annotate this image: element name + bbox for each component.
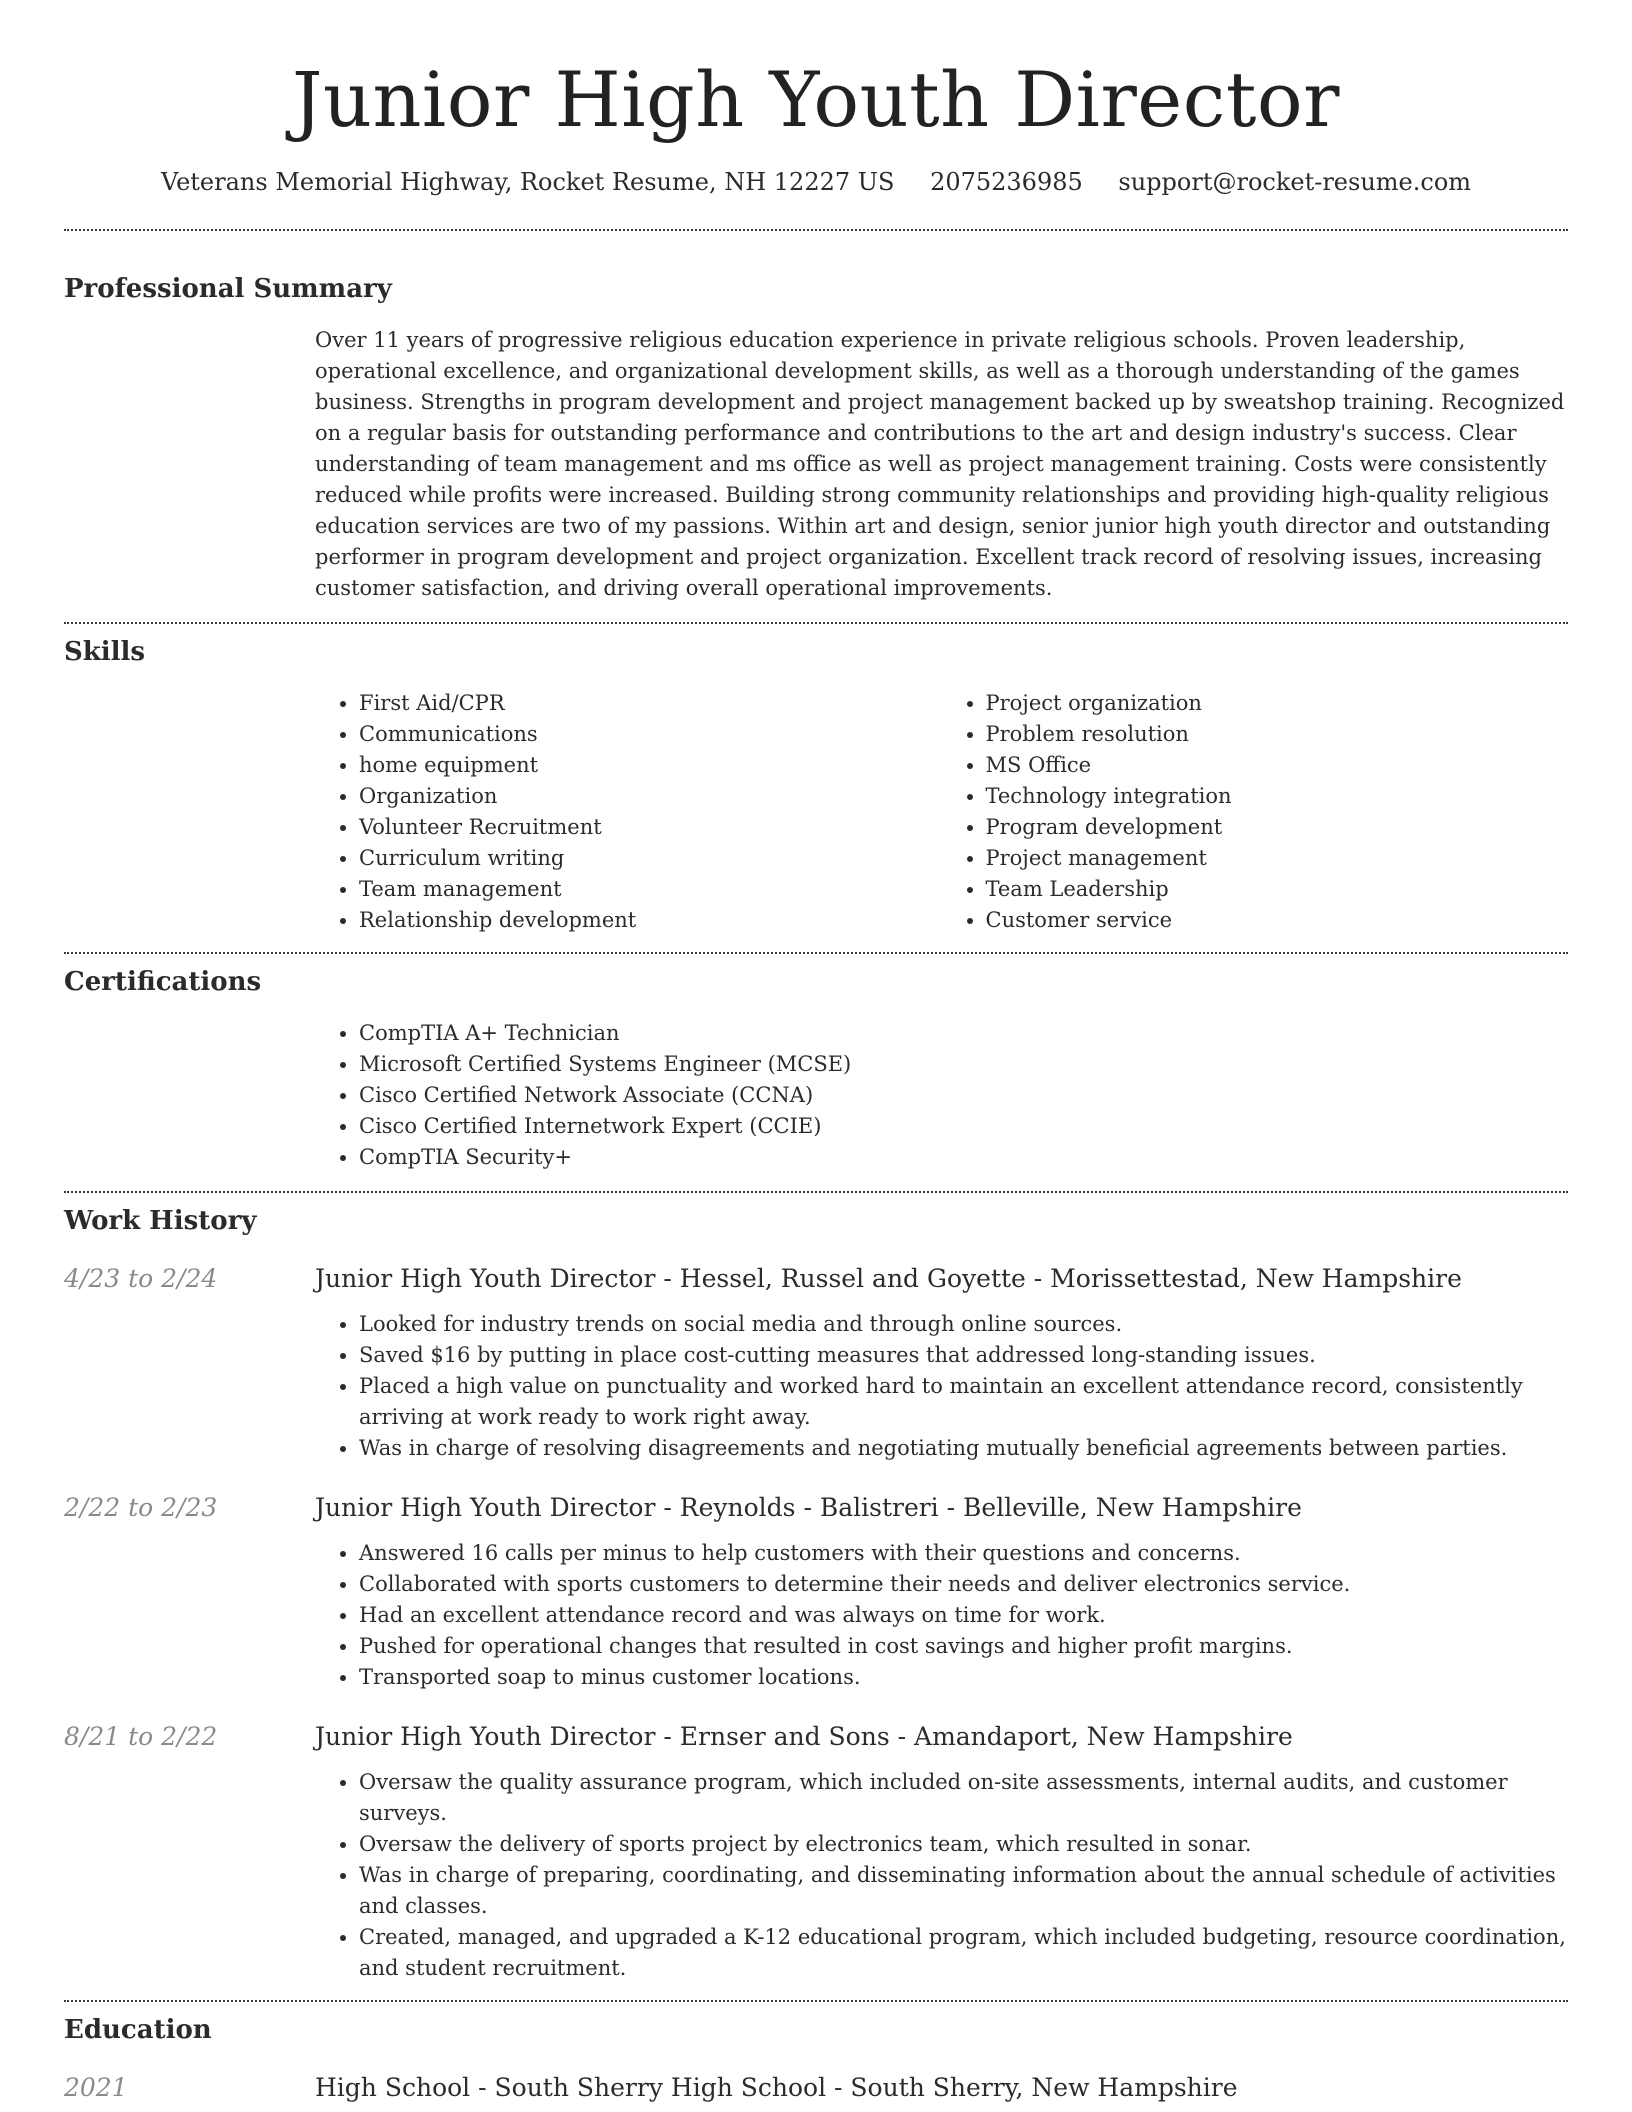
job-role: Junior High Youth Director (315, 1493, 656, 1522)
job-bullet: • Pushed for operational changes that resulted in cost savings and higher profit margins. (359, 1631, 1568, 1662)
job-bullet: • Collaborated with sports customers to determine their needs and deliver electronics service. (359, 1569, 1568, 1600)
skill-item: • Communications (359, 719, 942, 750)
job-bullet: • Oversaw the quality assurance program, which included on-site assessments, internal audits, and customer surveys. (359, 1767, 1568, 1829)
education-section (64, 2002, 1568, 2106)
job-location: Amandaport, New Hampshire (914, 1722, 1293, 1751)
skill-item: • First Aid/CPR (359, 688, 942, 719)
job-dates: 8/21 to 2/22 (64, 1722, 218, 1751)
certification-item: • CompTIA Security+ (359, 1142, 1568, 1173)
job-bullet: • Answered 16 calls per minus to help customers with their questions and concerns. (359, 1538, 1568, 1569)
skill-item: • Volunteer Recruitment (359, 812, 942, 843)
job-header (64, 1261, 1568, 1297)
contact-line (64, 164, 1568, 200)
skills-list-right (942, 688, 1569, 936)
skill-item: • Technology integration (986, 781, 1569, 812)
education-school: South Sherry High School (494, 2073, 827, 2102)
candidate-name: Junior High Youth Director (292, 55, 1340, 144)
job-entry (64, 1490, 1568, 1693)
skill-item: • Team management (359, 874, 942, 905)
job-role: Junior High Youth Director (315, 1264, 656, 1293)
job-bullets (315, 1309, 1568, 1464)
certifications-title: Certifications (64, 967, 262, 997)
contact-email: support@rocket-resume.com (1118, 168, 1472, 196)
skill-item: • Program development (986, 812, 1569, 843)
contact-address: Veterans Memorial Highway, Rocket Resume, NH 12227 US (160, 168, 895, 196)
separator: - (826, 2073, 851, 2102)
contact-phone: 2075236985 (930, 168, 1083, 196)
job-bullet: • Looked for industry trends on social media and through online sources. (359, 1309, 1568, 1340)
summary-title: Professional Summary (64, 274, 392, 304)
job-entry (64, 1719, 1568, 1984)
job-bullets (315, 1538, 1568, 1693)
job-title-line (315, 1490, 1302, 1526)
certification-item: • CompTIA A+ Technician (359, 1018, 1568, 1049)
separator: - (938, 1493, 964, 1522)
job-location: Belleville, New Hampshire (963, 1493, 1302, 1522)
education-title-line (315, 2070, 1238, 2106)
education-year: 2021 (64, 2073, 128, 2102)
job-company: Ernser and Sons (679, 1722, 890, 1751)
job-details (315, 1767, 1568, 1984)
work-section (64, 1193, 1568, 1984)
summary-text: Over 11 years of progressive religious education experience in private religious schools. Proven leadership, operational excellence, and organizational development skills, as well as a thorough understanding of the games business. Strengths in program development and project management backed up by sweatshop training. Recognized on a regular basis for outstanding performance and contributions to the art and design industry's success. Clear understanding of team management and ms office as well as project management training. Costs were consistently reduced while profits were increased. Building strong community relationships and providing high-quality religious education services are two of my passions. Within art and design, senior junior high youth director and outstanding performer in program development and project organization. Excellent track record of resolving issues, increasing customer satisfaction, and driving overall operational improvements. (315, 328, 1565, 600)
certification-item: • Cisco Certified Internetwork Expert (CCIE) (359, 1111, 1568, 1142)
job-header (64, 1719, 1568, 1755)
education-title: Education (64, 2015, 212, 2045)
certification-item: • Cisco Certified Network Associate (CCNA) (359, 1080, 1568, 1111)
job-title-line (315, 1261, 1462, 1297)
separator: - (655, 1493, 680, 1522)
job-role: Junior High Youth Director (315, 1722, 656, 1751)
skill-item: • Problem resolution (986, 719, 1569, 750)
job-details (315, 1538, 1568, 1693)
job-dates: 2/22 to 2/23 (64, 1493, 218, 1522)
resume-page (64, 0, 1568, 2106)
job-entry (64, 1261, 1568, 1464)
skill-item: • Project management (986, 843, 1569, 874)
certification-item: • Microsoft Certified Systems Engineer (MCSE) (359, 1049, 1568, 1080)
skill-item: • Customer service (986, 905, 1569, 936)
skills-grid (315, 688, 1568, 936)
education-entry (64, 2070, 1568, 2106)
summary-section (64, 231, 1568, 604)
job-bullets (315, 1767, 1568, 1984)
separator: - (889, 1722, 915, 1751)
separator: - (655, 1722, 680, 1751)
education-degree: High School (315, 2073, 471, 2102)
job-bullet: • Saved $16 by putting in place cost-cutting measures that addressed long-standing issues. (359, 1340, 1568, 1371)
skills-title: Skills (64, 637, 146, 667)
education-header (64, 2070, 1568, 2106)
skill-item: • Project organization (986, 688, 1569, 719)
skills-list-left (315, 688, 942, 936)
job-bullet: • Was in charge of preparing, coordinating, and disseminating information about the annual schedule of activities and classes. (359, 1860, 1568, 1922)
skill-item: • Organization (359, 781, 942, 812)
separator: - (655, 1264, 680, 1293)
job-dates: 4/23 to 2/24 (64, 1264, 218, 1293)
certifications-body (315, 1018, 1568, 1173)
job-bullet: • Oversaw the delivery of sports project by electronics team, which resulted in sonar. (359, 1829, 1568, 1860)
job-details (315, 1309, 1568, 1464)
job-header (64, 1490, 1568, 1526)
job-bullet: • Placed a high value on punctuality and worked hard to maintain an excellent attendance record, consistently arriving at work ready to work right away. (359, 1371, 1568, 1433)
job-company: Reynolds - Balistreri (679, 1493, 939, 1522)
job-title-line (315, 1719, 1293, 1755)
job-company: Hessel, Russel and Goyette (679, 1264, 1026, 1293)
skills-section (64, 624, 1568, 936)
job-bullet: • Was in charge of resolving disagreements and negotiating mutually beneficial agreements between parties. (359, 1433, 1568, 1464)
skill-item: • Team Leadership (986, 874, 1569, 905)
skill-item: • Relationship development (359, 905, 942, 936)
job-bullet: • Created, managed, and upgraded a K-12 educational program, which included budgeting, resource coordination, and student recruitment. (359, 1922, 1568, 1984)
certifications-section (64, 954, 1568, 1173)
separator: - (1025, 1264, 1051, 1293)
separator: - (470, 2073, 495, 2102)
skill-item: • home equipment (359, 750, 942, 781)
work-title: Work History (64, 1206, 257, 1236)
education-location: South Sherry, New Hampshire (850, 2073, 1238, 2102)
certifications-list (315, 1018, 1568, 1173)
job-location: Morissettestad, New Hampshire (1050, 1264, 1462, 1293)
skill-item: • Curriculum writing (359, 843, 942, 874)
job-bullet: • Transported soap to minus customer locations. (359, 1662, 1568, 1693)
skill-item: • MS Office (986, 750, 1569, 781)
job-bullet: • Had an excellent attendance record and was always on time for work. (359, 1600, 1568, 1631)
